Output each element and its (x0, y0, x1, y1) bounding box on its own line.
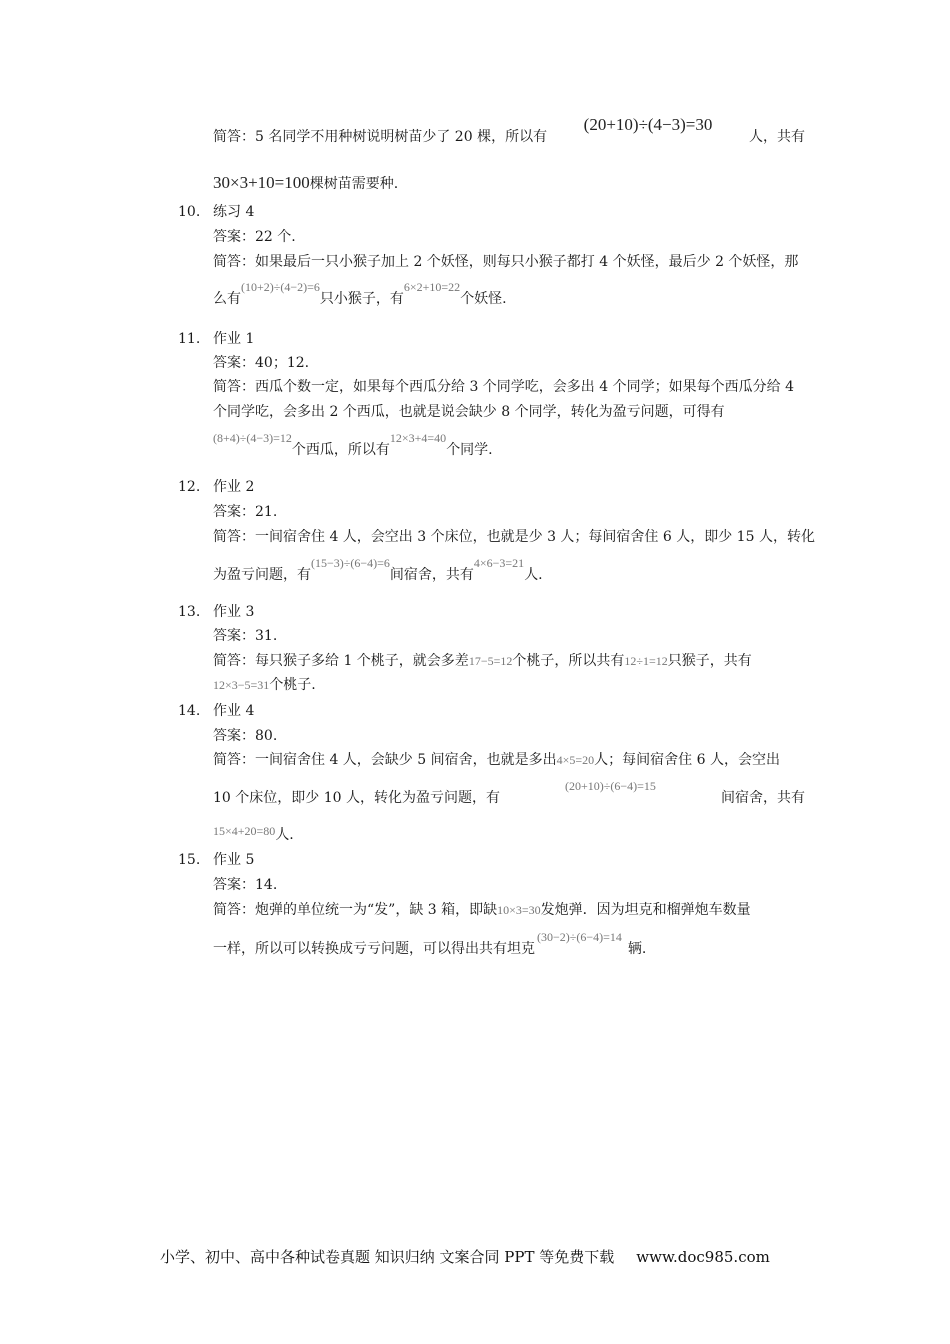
formula: (30−2)÷(6−4)=14 (537, 930, 622, 944)
item-title: 作业 2 (213, 479, 255, 495)
answer: 答案：31. (213, 628, 278, 644)
answer-line (213, 174, 398, 193)
item-number: 11. (178, 331, 201, 347)
formula: (10+2)÷(4−2)=6 (241, 280, 320, 294)
formula: (15−3)÷(6−4)=6 (311, 556, 390, 570)
formula: (8+4)÷(4−3)=12 (213, 431, 292, 445)
explanation-line: 10 个床位，即少 10 人，转化为盈亏问题，有 (20+10)÷(6−4)=15 间宿舍，共有 (213, 779, 805, 806)
item-title: 作业 5 (213, 852, 255, 868)
formula: 15×4+20=80 (213, 824, 276, 838)
answer: 答案：22 个. (213, 229, 296, 245)
item-title: 练习 4 (213, 204, 255, 220)
answer-line (213, 115, 805, 146)
answer-text: 简答：5 名同学不用种树说明树苗少了 20 棵，所以有 (213, 129, 548, 145)
item-title: 作业 3 (213, 604, 255, 620)
answer: 答案：40；12. (213, 355, 310, 371)
formula: 12×3−5=31 (213, 678, 270, 692)
answer: 答案：14. (213, 877, 278, 893)
formula: 10×3=30 (497, 903, 541, 917)
item-number: 15. (178, 852, 201, 868)
explanation-line: 15×4+20=80人. (213, 824, 294, 843)
formula: 30×3+10=100 (213, 173, 310, 192)
item-number: 10. (178, 204, 201, 220)
footer-link[interactable]: www.doc985.com (636, 1248, 770, 1266)
answer: 答案：80. (213, 728, 278, 744)
explanation-line: 一样，所以可以转换成亏亏问题，可以得出共有坦克(30−2)÷(6−4)=14辆. (213, 930, 647, 957)
explanation-line: 么有(10+2)÷(4−2)=6只小猴子，有6×2+10=22个妖怪. (213, 280, 507, 307)
explanation-line: 为盈亏问题，有(15−3)÷(6−4)=6间宿舍，共有4×6−3=21人. (213, 556, 543, 583)
page-footer (160, 1246, 770, 1267)
formula: (20+10)÷(4−3)=30 (583, 115, 713, 134)
item-title: 作业 1 (213, 331, 255, 347)
item-number: 13. (178, 604, 201, 620)
formula: (20+10)÷(6−4)=15 (565, 779, 656, 793)
formula: 12÷1=12 (624, 654, 668, 668)
explanation-line: 简答：每只猴子多给 1 个桃子，就会多差17−5=12个桃子，所以共有12÷1=12只猴子，共有 (213, 653, 752, 669)
explanation-line: 简答：一间宿舍住 4 人，会缺少 5 间宿舍，也就是多出4×5=20人；每间宿舍住 6 人，会空出 (213, 752, 780, 768)
explanation-line: 简答：炮弹的单位统一为“发”，缺 3 箱，即缺10×3=30发炮弹．因为坦克和榴弹炮车数量 (213, 902, 751, 918)
formula: 4×5=20 (556, 753, 595, 767)
formula: 17−5=12 (468, 654, 513, 668)
explanation-line: 简答：如果最后一只小猴子加上 2 个妖怪，则每只小猴子都打 4 个妖怪，最后少 2 个妖怪，那 (213, 254, 799, 270)
answer-text: 人，共有 (748, 129, 805, 145)
explanation-line: 简答：一间宿舍住 4 人，会空出 3 个床位，也就是少 3 人；每间宿舍住 6 人，即少 15 人，转化 (213, 529, 815, 545)
formula: 4×6−3=21 (473, 556, 525, 570)
item-number: 14. (178, 703, 201, 719)
formula: 6×2+10=22 (403, 280, 461, 294)
item-title: 作业 4 (213, 703, 255, 719)
explanation-line: (8+4)÷(4−3)=12个西瓜，所以有12×3+4=40个同学. (213, 431, 493, 458)
item-number: 12. (178, 479, 201, 495)
footer-text: 小学、初中、高中各种试卷真题 知识归纳 文案合同 PPT 等免费下载 (160, 1248, 615, 1266)
explanation-line: 12×3−5=31个桃子. (213, 677, 316, 693)
explanation-line: 个同学吃，会多出 2 个西瓜，也就是说会缺少 8 个同学，转化为盈亏问题，可得有 (213, 404, 725, 420)
explanation-line: 简答：西瓜个数一定，如果每个西瓜分给 3 个同学吃，会多出 4 个同学；如果每个西瓜分给 4 (213, 379, 794, 395)
answer: 答案：21. (213, 504, 278, 520)
answer-text: 棵树苗需要种. (309, 176, 399, 192)
formula: 12×3+4=40 (389, 431, 447, 445)
